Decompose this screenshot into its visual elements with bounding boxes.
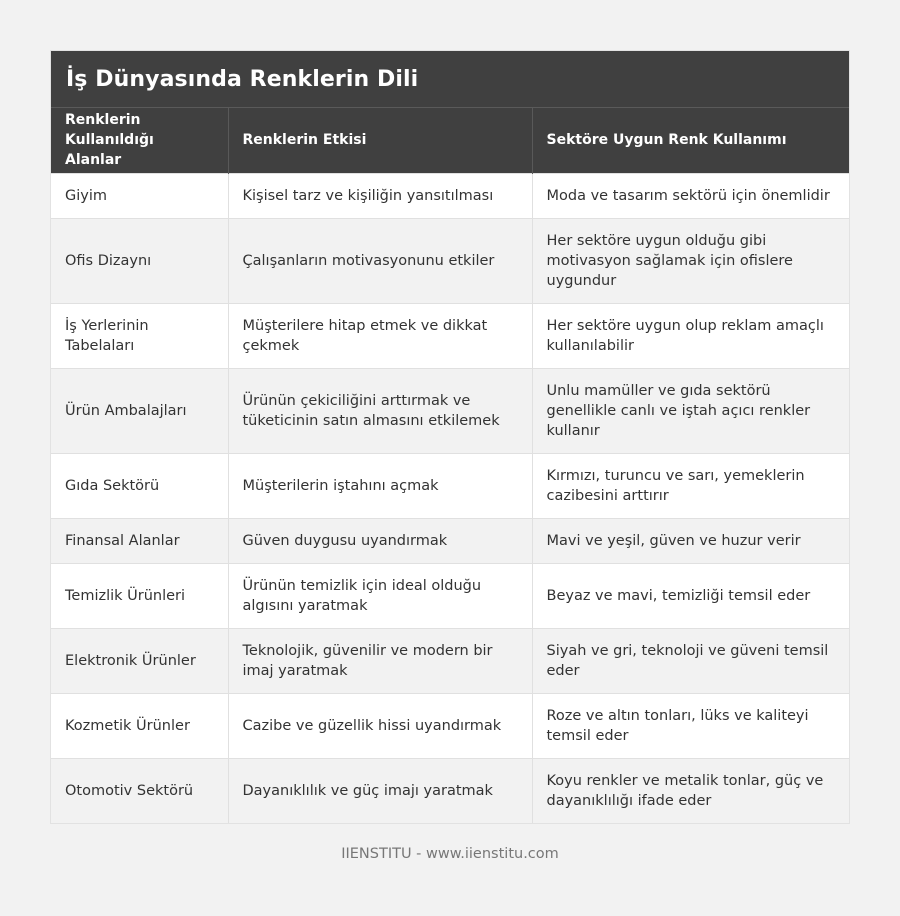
table-title-bar bbox=[51, 51, 849, 108]
cell-usage: Moda ve tasarım sektörü için önemlidir bbox=[532, 173, 849, 218]
cell-usage: Unlu mamüller ve gıda sektörü genellikle canlı ve iştah açıcı renkler kullanır bbox=[532, 368, 849, 453]
table-row bbox=[51, 453, 849, 518]
cell-area: Giyim bbox=[51, 173, 228, 218]
cell-effect: Müşterilerin iştahını açmak bbox=[228, 453, 532, 518]
table-row bbox=[51, 218, 849, 303]
column-header-sector-usage: Sektöre Uygun Renk Kullanımı bbox=[532, 108, 849, 173]
cell-usage: Beyaz ve mavi, temizliği temsil eder bbox=[532, 563, 849, 628]
cell-area: Ofis Dizaynı bbox=[51, 218, 228, 303]
cell-area: Elektronik Ürünler bbox=[51, 628, 228, 693]
table-row bbox=[51, 563, 849, 628]
header-row bbox=[51, 108, 849, 173]
cell-area: Ürün Ambalajları bbox=[51, 368, 228, 453]
cell-effect: Ürünün temizlik için ideal olduğu algısını yaratmak bbox=[228, 563, 532, 628]
table-row bbox=[51, 758, 849, 823]
cell-area: Finansal Alanlar bbox=[51, 518, 228, 563]
table-row bbox=[51, 628, 849, 693]
table-row bbox=[51, 303, 849, 368]
table-title: İş Dünyasında Renklerin Dili bbox=[66, 66, 419, 92]
cell-effect: Müşterilere hitap etmek ve dikkat çekmek bbox=[228, 303, 532, 368]
table-row bbox=[51, 368, 849, 453]
color-language-table-card bbox=[51, 51, 849, 823]
cell-usage: Mavi ve yeşil, güven ve huzur verir bbox=[532, 518, 849, 563]
cell-usage: Her sektöre uygun olduğu gibi motivasyon sağlamak için ofislere uygundur bbox=[532, 218, 849, 303]
cell-usage: Roze ve altın tonları, lüks ve kaliteyi temsil eder bbox=[532, 693, 849, 758]
cell-area: Otomotiv Sektörü bbox=[51, 758, 228, 823]
cell-effect: Kişisel tarz ve kişiliğin yansıtılması bbox=[228, 173, 532, 218]
footer-credit: IIENSTITU - www.iienstitu.com bbox=[341, 846, 559, 862]
table-row bbox=[51, 693, 849, 758]
column-header-effect: Renklerin Etkisi bbox=[228, 108, 532, 173]
cell-effect: Güven duygusu uyandırmak bbox=[228, 518, 532, 563]
table-body bbox=[51, 173, 849, 823]
cell-effect: Teknolojik, güvenilir ve modern bir imaj yaratmak bbox=[228, 628, 532, 693]
cell-effect: Cazibe ve güzellik hissi uyandırmak bbox=[228, 693, 532, 758]
color-usage-table bbox=[51, 108, 849, 823]
table-header bbox=[51, 108, 849, 173]
cell-usage: Koyu renkler ve metalik tonlar, güç ve dayanıklılığı ifade eder bbox=[532, 758, 849, 823]
cell-area: Kozmetik Ürünler bbox=[51, 693, 228, 758]
cell-area: Temizlik Ürünleri bbox=[51, 563, 228, 628]
cell-usage: Kırmızı, turuncu ve sarı, yemeklerin cazibesini arttırır bbox=[532, 453, 849, 518]
cell-area: İş Yerlerinin Tabelaları bbox=[51, 303, 228, 368]
table-row bbox=[51, 518, 849, 563]
cell-usage: Siyah ve gri, teknoloji ve güveni temsil eder bbox=[532, 628, 849, 693]
table-row bbox=[51, 173, 849, 218]
cell-effect: Dayanıklılık ve güç imajı yaratmak bbox=[228, 758, 532, 823]
cell-area: Gıda Sektörü bbox=[51, 453, 228, 518]
column-header-areas: Renklerin Kullanıldığı Alanlar bbox=[51, 108, 228, 173]
cell-effect: Ürünün çekiciliğini arttırmak ve tüketicinin satın almasını etkilemek bbox=[228, 368, 532, 453]
cell-effect: Çalışanların motivasyonunu etkiler bbox=[228, 218, 532, 303]
cell-usage: Her sektöre uygun olup reklam amaçlı kullanılabilir bbox=[532, 303, 849, 368]
